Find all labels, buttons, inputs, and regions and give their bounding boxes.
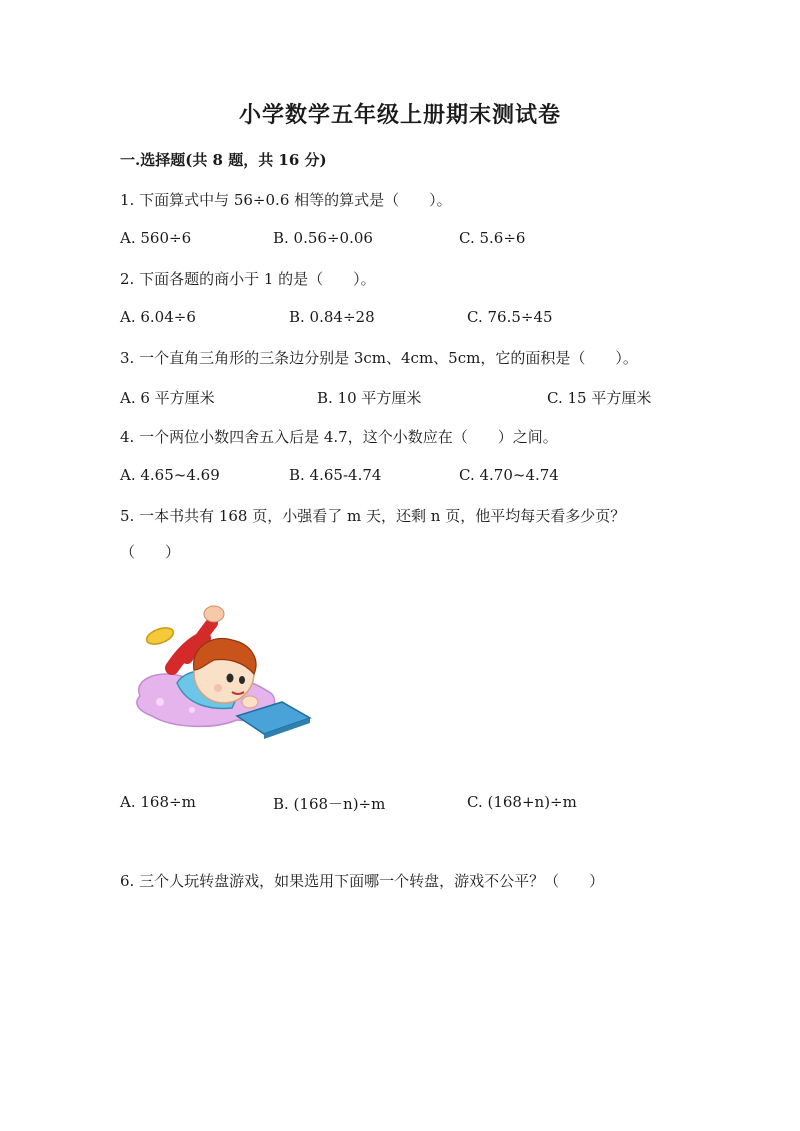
question-5-blank: （ ） xyxy=(120,543,181,561)
question-1: 1. 下面算式中与 56÷0.6 相等的算式是（ ）。 xyxy=(120,191,452,209)
q3-option-c: C. 15 平方厘米 xyxy=(547,389,652,407)
q3-option-b: B. 10 平方厘米 xyxy=(317,389,422,407)
question-6: 6. 三个人玩转盘游戏，如果选用下面哪一个转盘，游戏不公平？（ ） xyxy=(120,872,605,890)
section-heading: 一.选择题(共 8 题，共 16 分) xyxy=(120,151,327,169)
question-2: 2. 下面各题的商小于 1 的是（ ）。 xyxy=(120,270,376,288)
question-3: 3. 一个直角三角形的三条边分别是 3cm、4cm、5cm，它的面积是（ ）。 xyxy=(120,349,638,367)
exam-title: 小学数学五年级上册期末测试卷 xyxy=(238,102,561,128)
q5-option-a: A. 168÷m xyxy=(120,793,196,811)
q4-option-c: C. 4.70~4.74 xyxy=(459,466,559,484)
q4-option-a: A. 4.65~4.69 xyxy=(120,466,220,484)
q1-option-a: A. 560÷6 xyxy=(120,229,192,247)
q2-option-b: B. 0.84÷28 xyxy=(289,308,375,326)
child-reading-illustration xyxy=(132,598,317,748)
q5-option-c: C. (168+n)÷m xyxy=(467,793,577,811)
question-4: 4. 一个两位小数四舍五入后是 4.7，这个小数应在（ ）之间。 xyxy=(120,428,558,446)
question-5: 5. 一本书共有 168 页，小强看了 m 天，还剩 n 页，他平均每天看多少页？ xyxy=(120,507,626,525)
q1-option-c: C. 5.6÷6 xyxy=(459,229,526,247)
q4-option-b: B. 4.65-4.74 xyxy=(289,466,382,484)
q5-option-b: B. (168－n)÷m xyxy=(273,795,386,813)
q3-option-a: A. 6 平方厘米 xyxy=(120,389,215,407)
q2-option-c: C. 76.5÷45 xyxy=(467,308,553,326)
q2-option-a: A. 6.04÷6 xyxy=(120,308,196,326)
q1-option-b: B. 0.56÷0.06 xyxy=(273,229,373,247)
